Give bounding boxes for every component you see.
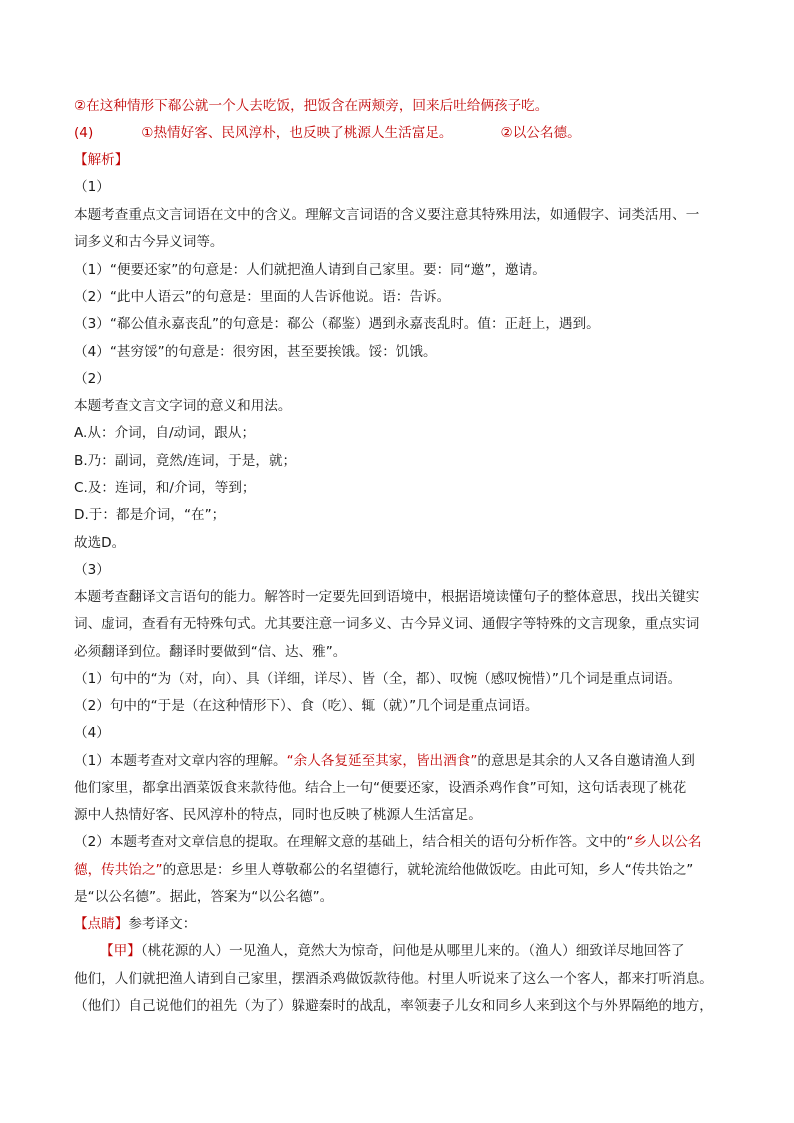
translation-text1: （桃花源的人）一见渔人，竟然大为惊奇，问他是从哪里儿来的。（渔人）细致详尽地回答了 (140, 943, 685, 959)
analysis-q3-line2: 词、虚词，查看有无特殊句式。尤其要注意一词多义、古今异义词、通假字等特殊的文言现象，重点实词 (74, 616, 700, 632)
analysis-q4-item2-line1 (74, 832, 734, 852)
analysis-q4-number: （4） (74, 725, 110, 741)
analysis-q4-item1-lead: （1）本题考查对文章内容的理解。 (74, 753, 287, 769)
analysis-q4-item1-line2: 他们家里，都拿出酒菜饭食来款待他。结合上一句“便要还家，设酒杀鸡作食”可知，这句话表现了桃花 (74, 780, 687, 796)
analysis-q1-item2: （2）“此中人语云”的句意是：里面的人告诉他说。语：告诉。 (74, 289, 451, 305)
translation-jia-marker: 【甲】 (100, 943, 141, 959)
analysis-q2-intro: 本题考查文言文字词的意义和用法。 (74, 398, 292, 414)
analysis-q4-item2-quote-part1: “乡人以公名 (626, 834, 702, 850)
analysis-q4-item2-quote-part2: 德，传共饴之” (74, 862, 163, 878)
analysis-q1-item3: （3）“郗公值永嘉丧乱”的句意是：郗公（郗鉴）遇到永嘉丧乱时。值：正赶上，遇到。 (74, 316, 600, 332)
analysis-q1-item4: （4）“甚穷馁”的句意是：很穷困，甚至要挨饿。馁：饥饿。 (74, 344, 437, 360)
analysis-q2-option-a: A.从：介词，自/动词，跟从； (74, 425, 256, 441)
analysis-q2-option-b: B.乃：副词，竟然/连词，于是，就； (74, 453, 297, 469)
analysis-q3-item2: （2）句中的“于是（在这种情形下）、食（吃）、辄（就）”几个词是重点词语。 (74, 698, 539, 714)
analysis-q1-item1: （1）“便要还家”的句意是：人们就把渔人请到自己家里。要：同“邀”，邀请。 (74, 262, 546, 278)
translation-line3: （他们）自己说他们的祖先（为了）躲避秦时的战乱，率领妻子儿女和同乡人来到这个与外界隔绝的地方， (74, 998, 713, 1014)
answer-q4-line (74, 123, 734, 143)
answer-q4-number: (4) (74, 125, 94, 141)
analysis-q4-item2-line3: 是“以公名德”。据此，答案为“以公名德”。 (74, 889, 334, 905)
analysis-q4-item2-lead: （2）本题考查对文章信息的提取。在理解文意的基础上，结合相关的语句分析作答。文中的 (74, 834, 627, 850)
analysis-q2-conclusion: 故选D。 (74, 535, 126, 551)
analysis-q1-intro-line2: 词多义和古今异义词等。 (74, 234, 224, 250)
analysis-q4-item1-quote: “余人各复延至其家，皆出酒食” (286, 753, 478, 769)
analysis-q1-number: （1） (74, 179, 110, 195)
answer-q3-line2: ②在这种情形下郗公就一个人去吃饭，把饭含在两颊旁，回来后吐给俩孩子吃。 (74, 98, 549, 114)
analysis-q4-item2-line2 (74, 860, 734, 880)
answer-q4-part2: ②以公名德。 (500, 125, 581, 141)
analysis-q2-option-c: C.及：连词，和/介词，等到； (74, 480, 256, 496)
analysis-q3-line3: 必须翻译到位。翻译时要做到“信、达、雅”。 (74, 644, 347, 660)
dianjing-heading: 【点睛】 (74, 916, 129, 932)
analysis-q4-item1-line3: 源中人热情好客、民风淳朴的特点，同时也反映了桃源人生活富足。 (74, 807, 482, 823)
analysis-q4-item2-rest: 的意思是：乡里人尊敬郗公的名望德行，就轮流给他做饭吃。由此可知，乡人“传共饴之” (162, 862, 694, 878)
translation-line2: 他们，人们就把渔人请到自己家里，摆酒杀鸡做饭款待他。村里人听说来了这么一个客人，都来打听消息。 (74, 971, 713, 987)
analysis-q3-number: （3） (74, 562, 110, 578)
analysis-q4-item1-line1 (74, 751, 734, 771)
dianjing-label: 参考译文： (128, 916, 197, 932)
dianjing-line (74, 914, 734, 934)
analysis-q4-item1-rest: 的意思是其余的人又各自邀请渔人到 (477, 753, 695, 769)
analysis-q3-line1: 本题考查翻译文言语句的能力。解答时一定要先回到语境中，根据语境读懂句子的整体意思，找出关键实 (74, 589, 700, 605)
analysis-q3-item1: （1）句中的“为（对，向）、具（详细，详尽）、皆（全，都）、叹惋（感叹惋惜）”几个词是重点词语。 (74, 671, 682, 687)
analysis-heading: 【解析】 (74, 152, 129, 168)
translation-line1 (100, 941, 734, 961)
answer-q4-part1: ①热情好客、民风淳朴，也反映了桃源人生活富足。 (141, 125, 453, 141)
analysis-q2-option-d: D.于：都是介词，“在”； (74, 507, 226, 523)
analysis-q1-intro-line1: 本题考查重点文言词语在文中的含义。理解文言词语的含义要注意其特殊用法，如通假字、词类活用、一 (74, 207, 700, 223)
analysis-q2-number: （2） (74, 371, 110, 387)
